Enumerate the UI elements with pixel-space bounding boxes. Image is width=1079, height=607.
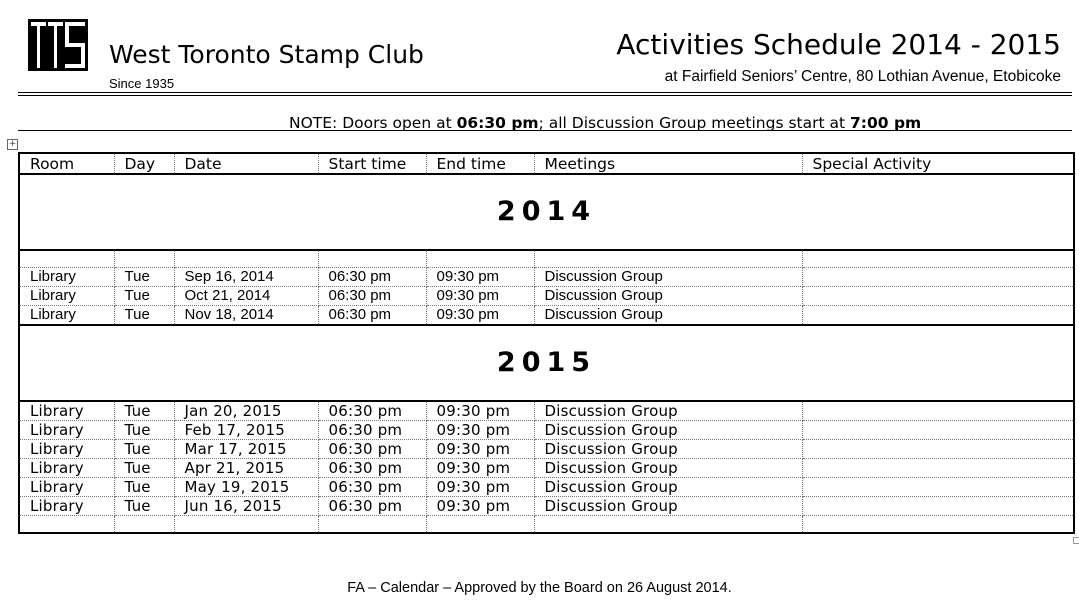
table-cell: Discussion Group [534,268,802,287]
table-cell: 06:30 pm [318,421,426,440]
table-cell: 06:30 pm [318,459,426,478]
table-cell: May 19, 2015 [174,478,318,497]
table-row [19,497,1074,516]
table-cell: 06:30 pm [318,497,426,516]
table-row [19,287,1074,306]
table-cell: 06:30 pm [318,268,426,287]
club-name: West Toronto Stamp Club [109,40,424,69]
year-heading-2015: 2015 [19,325,1074,401]
table-cell: Discussion Group [534,306,802,326]
table-cell: Apr 21, 2015 [174,459,318,478]
column-header: Room [19,153,114,174]
table-cell: Tue [114,421,174,440]
note-prefix: NOTE: Doors open at [289,114,457,132]
table-cell [802,268,1074,287]
table-cell: Discussion Group [534,440,802,459]
table-cell: Discussion Group [534,478,802,497]
footer-approval: FA – Calendar – Approved by the Board on 26 August 2014. [347,580,732,596]
table-cell: Mar 17, 2015 [174,440,318,459]
table-row [19,478,1074,497]
table-cell: Tue [114,440,174,459]
year-row-2015 [19,325,1074,401]
table-cell: Tue [114,401,174,421]
table-cell: Sep 16, 2014 [174,268,318,287]
table-cell: Tue [114,306,174,326]
table-row [19,421,1074,440]
table-cell: Tue [114,459,174,478]
spacer-row [19,250,1074,268]
column-header: Special Activity [802,153,1074,174]
note-middle: ; all Discussion Group meetings start at [538,114,850,132]
year-heading-2014: 2014 [19,174,1074,250]
table-cell: 09:30 pm [426,459,534,478]
club-logo [28,19,88,71]
table-cell: 06:30 pm [318,478,426,497]
page-title: Activities Schedule 2014 - 2015 [616,28,1061,61]
table-cell [802,401,1074,421]
table-cell: Nov 18, 2014 [174,306,318,326]
note-start-time: 7:00 pm [850,114,922,132]
table-cell: 06:30 pm [318,287,426,306]
table-cell: Library [19,306,114,326]
table-cell: Tue [114,268,174,287]
table-cell: 09:30 pm [426,478,534,497]
table-row [19,268,1074,287]
table-cell: Library [19,287,114,306]
table-cell: Feb 17, 2015 [174,421,318,440]
year-row-2014 [19,174,1074,250]
table-cell: Library [19,440,114,459]
schedule-table [18,152,1075,534]
table-row [19,401,1074,421]
table-cell: Jun 16, 2015 [174,497,318,516]
note-doors-time: 06:30 pm [456,114,539,132]
table-cell [802,306,1074,326]
note-rule [18,130,1072,131]
table-cell: 06:30 pm [318,440,426,459]
column-header: Day [114,153,174,174]
club-since: Since 1935 [109,76,175,91]
table-cell: Tue [114,287,174,306]
table-cell: Discussion Group [534,459,802,478]
table-move-handle-icon[interactable]: + [8,139,17,149]
table-cell: Tue [114,497,174,516]
table-cell: Library [19,401,114,421]
column-header: Date [174,153,318,174]
table-cell [802,478,1074,497]
table-cell: Discussion Group [534,497,802,516]
table-cell: 09:30 pm [426,440,534,459]
table-resize-handle-icon[interactable] [1073,537,1079,544]
table-cell: 09:30 pm [426,421,534,440]
table-cell: 06:30 pm [318,401,426,421]
column-header: Start time [318,153,426,174]
table-row [19,459,1074,478]
table-cell: Jan 20, 2015 [174,401,318,421]
table-cell [802,287,1074,306]
table-cell: Library [19,478,114,497]
table-cell [802,497,1074,516]
table-cell: 06:30 pm [318,306,426,326]
spacer-row [19,516,1074,534]
table-cell: Library [19,459,114,478]
table-cell: Library [19,421,114,440]
table-cell: 09:30 pm [426,268,534,287]
table-cell: Oct 21, 2014 [174,287,318,306]
table-cell [802,459,1074,478]
table-cell: Discussion Group [534,287,802,306]
table-cell [802,421,1074,440]
header-rule-double [18,95,1072,96]
table-cell [802,440,1074,459]
table-cell: Library [19,497,114,516]
venue-address: at Fairfield Seniors’ Centre, 80 Lothian Avenue, Etobicoke [664,68,1061,85]
table-cell: Tue [114,478,174,497]
table-header-row [19,153,1074,174]
header-rule [18,92,1072,93]
table-cell: 09:30 pm [426,401,534,421]
table-row [19,440,1074,459]
table-cell: Library [19,268,114,287]
column-header: Meetings [534,153,802,174]
table-row [19,306,1074,326]
table-cell: 09:30 pm [426,306,534,326]
table-cell: Discussion Group [534,421,802,440]
column-header: End time [426,153,534,174]
table-cell: 09:30 pm [426,287,534,306]
table-cell: 09:30 pm [426,497,534,516]
table-cell: Discussion Group [534,401,802,421]
